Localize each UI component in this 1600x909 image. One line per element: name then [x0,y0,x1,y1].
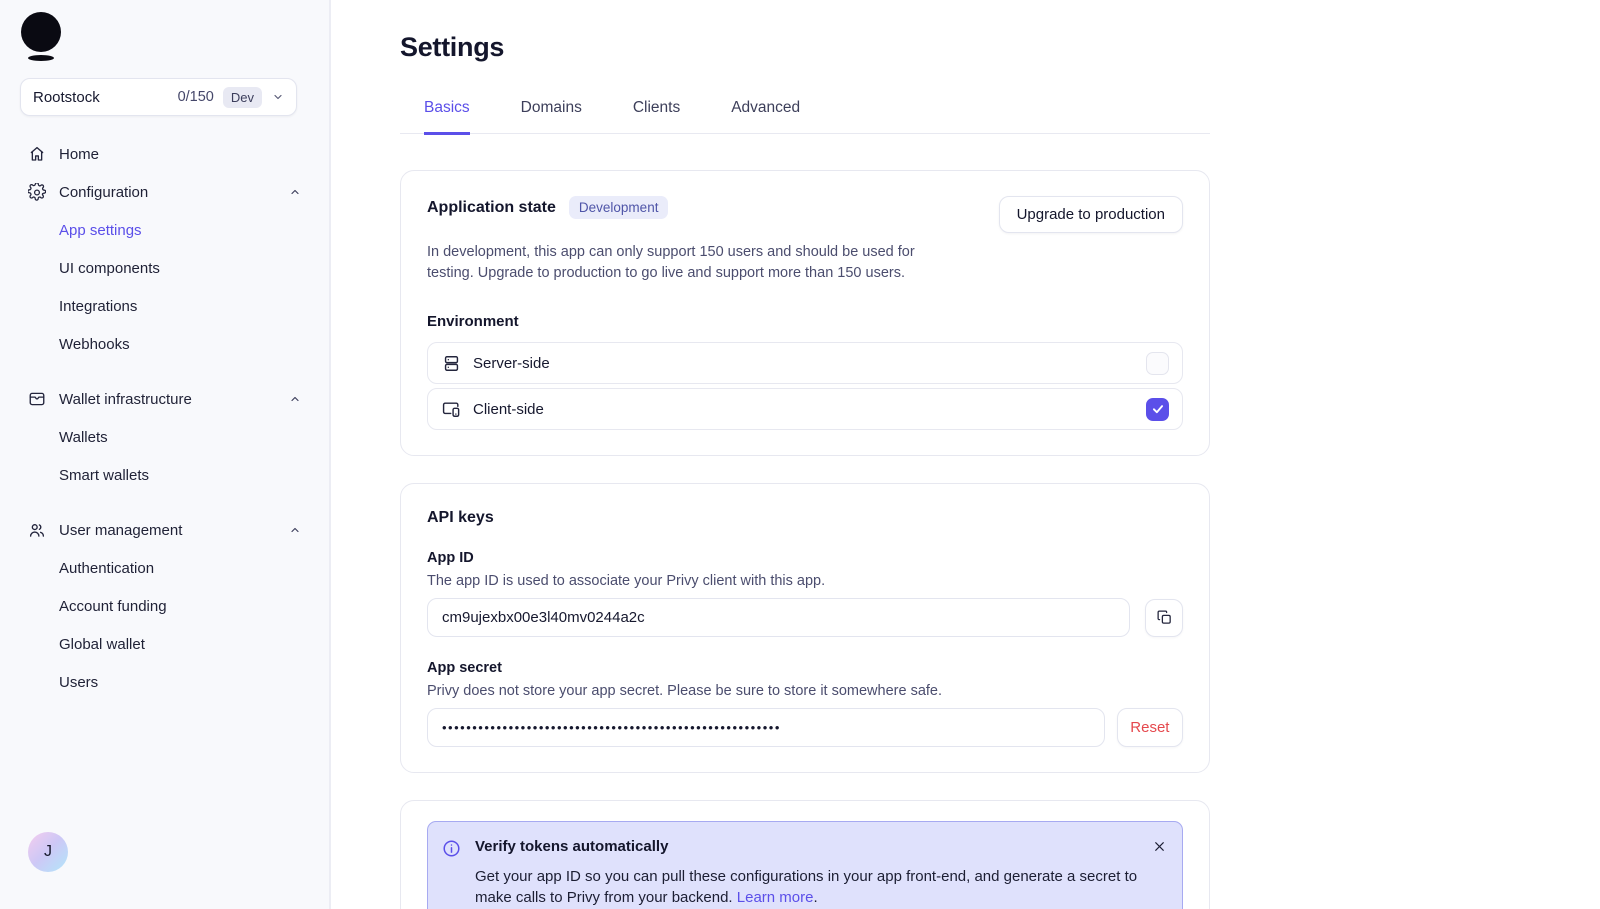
environment-option-server-side[interactable] [427,342,1183,384]
user-quota: 0/150 [177,89,214,105]
tab-advanced[interactable]: Advanced [731,99,800,135]
banner-title: Verify tokens automatically [475,838,669,855]
chevron-up-icon[interactable] [289,186,301,198]
home-icon [28,145,46,163]
tab-clients[interactable]: Clients [633,99,680,135]
page-title: Settings [400,32,505,62]
api-keys-card [400,483,1210,773]
banner-suffix: . [813,889,818,906]
copy-app-id-button[interactable] [1145,599,1183,637]
users-icon [28,521,46,539]
tab-basics[interactable]: Basics [424,99,470,135]
development-badge: Development [569,196,669,219]
banner-text: Get your app ID so you can pull these configurations in your app front-end, and generate a secret to make calls to Privy from your backend. [475,868,1138,906]
application-state-card [400,170,1210,456]
app-id-label: App ID [427,550,474,566]
chevron-up-icon[interactable] [289,524,301,536]
chevron-down-icon [272,91,284,103]
wallet-icon [28,390,46,408]
sidebar-item-global-wallet[interactable]: Global wallet [59,635,145,653]
avatar-initial: J [44,843,52,860]
copy-icon [1156,609,1173,626]
main-content [331,0,1600,909]
sidebar-item-users[interactable]: Users [59,673,99,691]
gear-icon [28,183,46,201]
sidebar-item-label: Home [59,145,100,163]
sidebar-item-account-funding[interactable]: Account funding [59,597,167,615]
server-side-checkbox[interactable] [1146,352,1169,375]
learn-more-link[interactable]: Learn more [736,889,814,906]
tab-domains[interactable]: Domains [521,99,582,135]
app-secret-description: Privy does not store your app secret. Please be sure to store it somewhere safe. [427,683,943,699]
sidebar-item-integrations[interactable]: Integrations [59,297,138,315]
app-secret-label: App secret [427,660,502,676]
sidebar [0,0,331,909]
env-badge: Dev [223,87,262,108]
chevron-up-icon[interactable] [289,393,301,405]
avatar[interactable] [28,832,68,872]
sidebar-item-ui-components[interactable]: UI components [59,259,160,277]
sidebar-item-wallet-infrastructure[interactable] [20,380,309,418]
reset-secret-button[interactable]: Reset [1117,708,1183,747]
app-id-input[interactable] [427,598,1130,637]
sidebar-item-label: Configuration [59,183,149,201]
sidebar-item-label: User management [59,521,183,539]
app-selector[interactable] [20,78,297,116]
sidebar-item-wallets[interactable]: Wallets [59,428,108,446]
card-heading: Application state [427,198,556,216]
sidebar-item-smart-wallets[interactable]: Smart wallets [59,466,150,484]
sidebar-item-configuration[interactable] [20,173,309,211]
tab-bar [400,99,1210,134]
sidebar-item-home[interactable] [20,135,309,173]
app-name: Rootstock [33,88,100,106]
sidebar-item-authentication[interactable]: Authentication [59,559,155,577]
app-id-description: The app ID is used to associate your Privy client with this app. [427,573,826,589]
card-heading: API keys [427,509,494,526]
sidebar-item-webhooks[interactable]: Webhooks [59,335,130,353]
environment-option-client-side[interactable] [427,388,1183,430]
sidebar-item-user-management[interactable] [20,511,309,549]
verify-tokens-card [400,800,1210,909]
privy-logo [21,12,61,61]
server-icon [442,354,461,373]
environment-label: Environment [427,313,519,330]
application-state-description: In development, this app can only support 150 users and should be used for testing. Upgrade to production to go live and support more than 150 users. [427,244,915,281]
upgrade-to-production-button[interactable]: Upgrade to production [999,196,1183,233]
environment-option-label: Client-side [473,400,544,418]
banner-body [475,866,1148,908]
sidebar-nav [20,135,309,701]
info-icon [442,837,475,908]
verify-tokens-banner [427,821,1183,909]
environment-option-label: Server-side [473,354,550,372]
sidebar-item-app-settings[interactable]: App settings [59,221,142,239]
app-secret-input[interactable] [427,708,1105,747]
close-icon[interactable] [1148,837,1166,908]
client-icon [442,400,461,419]
sidebar-item-label: Wallet infrastructure [59,390,192,408]
client-side-checkbox[interactable] [1146,398,1169,421]
